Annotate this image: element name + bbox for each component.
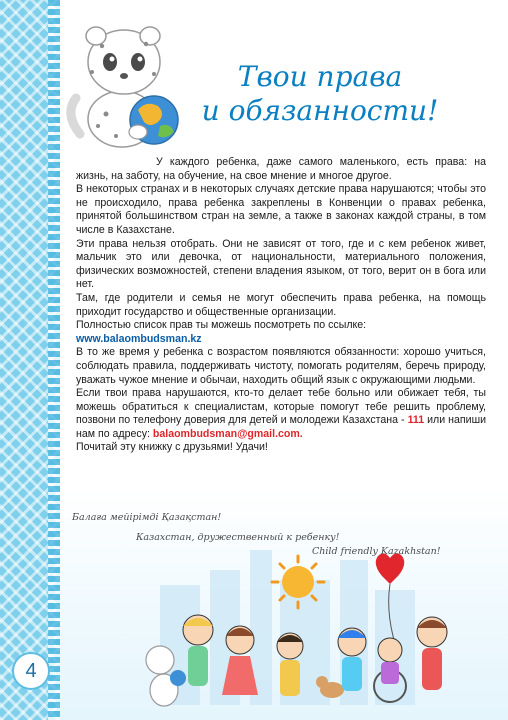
mascot-ear-left (86, 27, 106, 45)
slogan-russian: Казахстан, дружественный к ребенку! (136, 532, 340, 543)
mascot-ear-right (140, 27, 160, 45)
slogan-english: Child friendly Kazakhstan! (312, 546, 441, 557)
title-line-2: и обязанности! (201, 94, 439, 127)
slogan-kazakh: Балаға мейірімді Қазақстан! (72, 512, 222, 523)
closing-line: Почитай эту книжку с друзьями! Удачи! (76, 441, 268, 454)
mascot-paw (129, 125, 147, 139)
paragraph-link-intro: Полностью список прав ты можешь посмотреть по ссылке: (76, 319, 367, 332)
child-5 (417, 617, 447, 690)
paragraph-state-help: Там, где родители и семья не могут обеспечить права ребенка, на помощь приходит государство и общественные организации. (76, 291, 486, 318)
help-text-middle: или напиши нам по адресу: (76, 414, 486, 440)
mascot-eye-right (131, 53, 145, 71)
main-text (76, 156, 486, 455)
page-title (170, 60, 470, 128)
illustration-art (60, 490, 508, 720)
paragraph-help (76, 387, 486, 441)
children-illustration (60, 490, 508, 720)
paragraph-rights-violated: В некоторых странах и в некоторых случаях детские права нарушаются; чтобы это не происходило, права ребенка закреплены в Конвенции о правах ребенка, принятой большинством стран на земле, а также в законах каждой страны, в том числе в Казахстане. (76, 183, 486, 236)
title-line-1: Твои права (237, 60, 403, 93)
website-link[interactable]: www.balaombudsman.kz (76, 332, 202, 345)
paragraph-rights-inalienable: Эти права нельзя отобрать. Они не зависят от того, где и с кем ребенок живет, мальчик это или девочка, от национальности, материального положения, физических возможностей, степени владения языком, от того, верит он в бога или нет. (76, 237, 486, 291)
child-3 (277, 633, 303, 696)
mascot-tail (71, 98, 80, 134)
mascot-nose (120, 73, 128, 79)
page-number: 4 (12, 652, 50, 690)
help-text: Если твои права нарушаются, кто-то делает тебе больно или обижает тебя, ты можешь обратиться к специалистам, которые помогут тебе решить проблему, позвони по телефону доверия для детей и молодежи Казахстана - (76, 387, 486, 427)
helpline-number: 111 (407, 414, 425, 427)
mascot-eye-left (103, 53, 117, 71)
email-link[interactable]: balaombudsman@gmail.com. (152, 427, 303, 440)
paragraph-rights-intro: У каждого ребенка, даже самого маленького, есть права: на жизнь, на заботу, на обучение, на свое мнение и многое другое. (76, 156, 486, 182)
left-ornament-stripe (48, 0, 60, 720)
paragraph-duties: В то же время у ребенка с возрастом появляются обязанности: хорошо учиться, соблюдать правила, поддерживать чистоту, помогать родителям, беречь природу, уважать чужое мнение и обычаи, находить общий язык с окружающими людьми. (76, 346, 486, 386)
